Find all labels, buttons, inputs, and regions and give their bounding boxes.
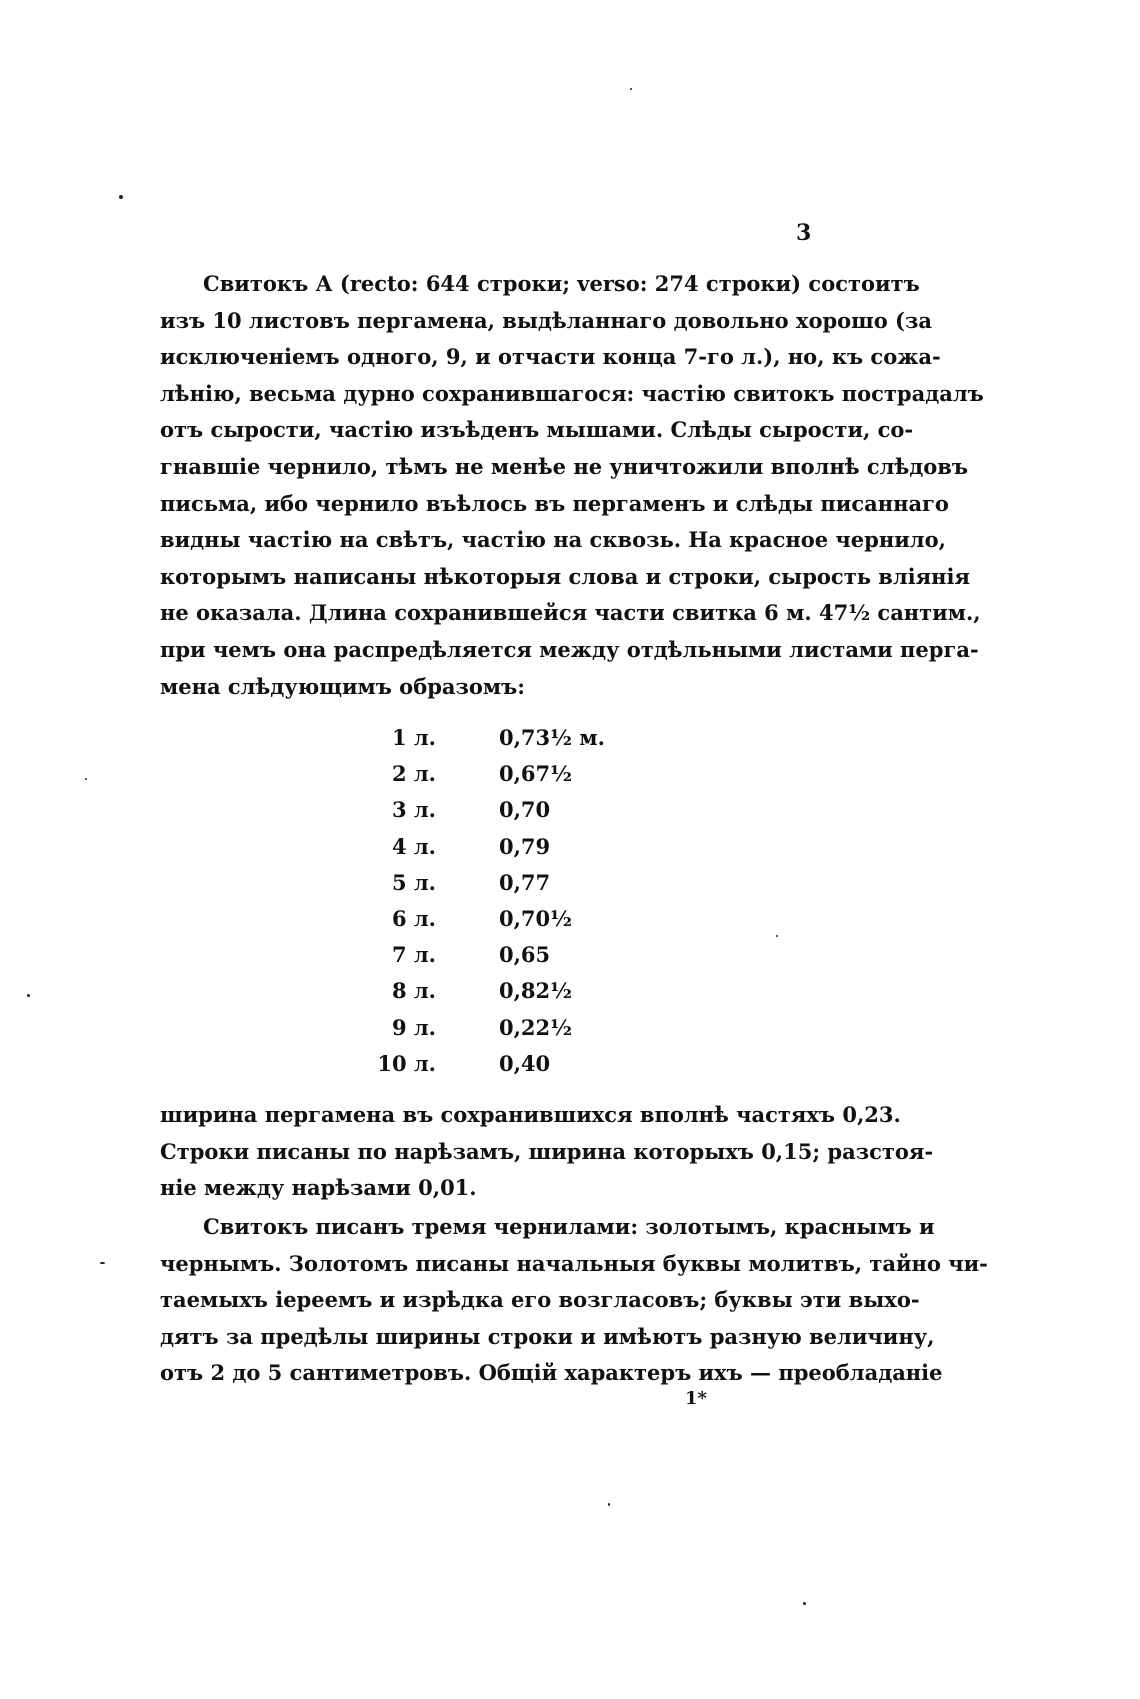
text-line: Строки писаны по нарѣзамъ, ширина которыхъ 0,15; разстоя- xyxy=(160,1138,934,1164)
table-row xyxy=(360,865,551,901)
scan-speck xyxy=(119,195,123,199)
text-line: письма, ибо чернило въѣлось въ пергаменъ и слѣды писаннаго xyxy=(160,490,949,516)
sheet-length: 0,70 xyxy=(499,797,551,823)
sheet-label: 9 л. xyxy=(391,1014,436,1040)
sheet-label: 8 л. xyxy=(391,978,436,1004)
sheet-length: 0,22½ xyxy=(499,1014,573,1040)
table-row xyxy=(360,937,551,973)
scan-speck xyxy=(27,994,30,997)
text-line: ширина пергамена въ сохранившихся вполнѣ частяхъ 0,23. xyxy=(160,1102,901,1127)
sheet-length: 0,65 xyxy=(499,942,551,968)
sheet-length-table xyxy=(360,720,605,1082)
paragraph-width-description xyxy=(160,1097,934,1207)
table-row xyxy=(360,792,551,828)
scan-speck xyxy=(776,935,778,937)
scan-speck xyxy=(803,1602,806,1605)
paragraph-inks-description xyxy=(160,1209,988,1392)
table-row xyxy=(360,901,573,937)
sheet-length: 0,82½ xyxy=(499,978,573,1004)
sheet-label: 7 л. xyxy=(391,942,436,968)
scan-speck xyxy=(85,778,87,780)
sheet-label: 2 л. xyxy=(391,761,436,787)
sheet-length: 0,67½ xyxy=(499,761,573,787)
text-line: Свитокъ писанъ тремя чернилами: золотымъ, краснымъ и xyxy=(203,1214,935,1239)
text-line: Свитокъ А (recto: 644 строки; verso: 274 строки) состоитъ xyxy=(203,271,920,296)
text-line: изъ 10 листовъ пергамена, выдѣланнаго довольно хорошо (за xyxy=(160,307,932,333)
text-line: гнавшіе чернило, тѣмъ не менѣе не уничтожили вполнѣ слѣдовъ xyxy=(160,453,968,479)
sheet-label: 6 л. xyxy=(391,905,436,931)
printer-signature-mark: 1* xyxy=(685,1388,707,1409)
sheet-label: 3 л. xyxy=(391,797,436,823)
table-row xyxy=(360,1046,551,1082)
text-line: таемыхъ іереемъ и изрѣдка его возгласовъ; буквы эти выхо- xyxy=(160,1287,920,1313)
table-row xyxy=(360,1010,573,1046)
text-line: исключеніемъ одного, 9, и отчасти конца 7-го л.), но, къ сожа- xyxy=(160,344,941,370)
sheet-length: 0,73½ м. xyxy=(499,725,605,750)
text-line: при чемъ она распредѣляется между отдѣльными листами перга- xyxy=(160,636,979,662)
sheet-length: 0,79 xyxy=(499,833,551,859)
table-row xyxy=(360,973,573,1009)
table-row xyxy=(360,720,605,756)
sheet-length: 0,77 xyxy=(499,869,551,895)
sheet-length: 0,40 xyxy=(499,1050,551,1076)
scan-speck xyxy=(608,1503,610,1506)
text-line: лѣнію, весьма дурно сохранившагося: частію свитокъ пострадалъ xyxy=(160,380,984,406)
paragraph-scroll-description xyxy=(160,266,984,705)
table-row xyxy=(360,829,551,865)
text-line: мена слѣдующимъ образомъ: xyxy=(160,673,525,699)
text-line: дятъ за предѣлы ширины строки и имѣютъ разную величину, xyxy=(160,1323,935,1349)
page-number: 3 xyxy=(796,220,812,246)
sheet-label: 10 л. xyxy=(377,1050,436,1076)
text-line: чернымъ. Золотомъ писаны начальныя буквы молитвъ, тайно чи- xyxy=(160,1250,988,1276)
sheet-length: 0,70½ xyxy=(499,905,573,931)
text-line: отъ 2 до 5 сантиметровъ. Общій характеръ ихъ — преобладаніе xyxy=(160,1360,943,1386)
scan-speck xyxy=(630,88,632,90)
table-row xyxy=(360,756,573,792)
text-line: не оказала. Длина сохранившейся части свитка 6 м. 47½ сантим., xyxy=(160,600,981,626)
scan-speck xyxy=(100,1262,105,1264)
sheet-label: 4 л. xyxy=(391,833,436,859)
sheet-label: 5 л. xyxy=(391,869,436,895)
text-line: которымъ написаны нѣкоторыя слова и строки, сырость вліянія xyxy=(160,563,971,589)
text-line: отъ сырости, частію изъѣденъ мышами. Слѣды сырости, со- xyxy=(160,417,914,443)
text-line: видны частію на свѣтъ, частію на сквозь. На красное чернило, xyxy=(160,527,946,553)
sheet-label: 1 л. xyxy=(391,725,436,750)
text-line: ніе между нарѣзами 0,01. xyxy=(160,1175,477,1201)
